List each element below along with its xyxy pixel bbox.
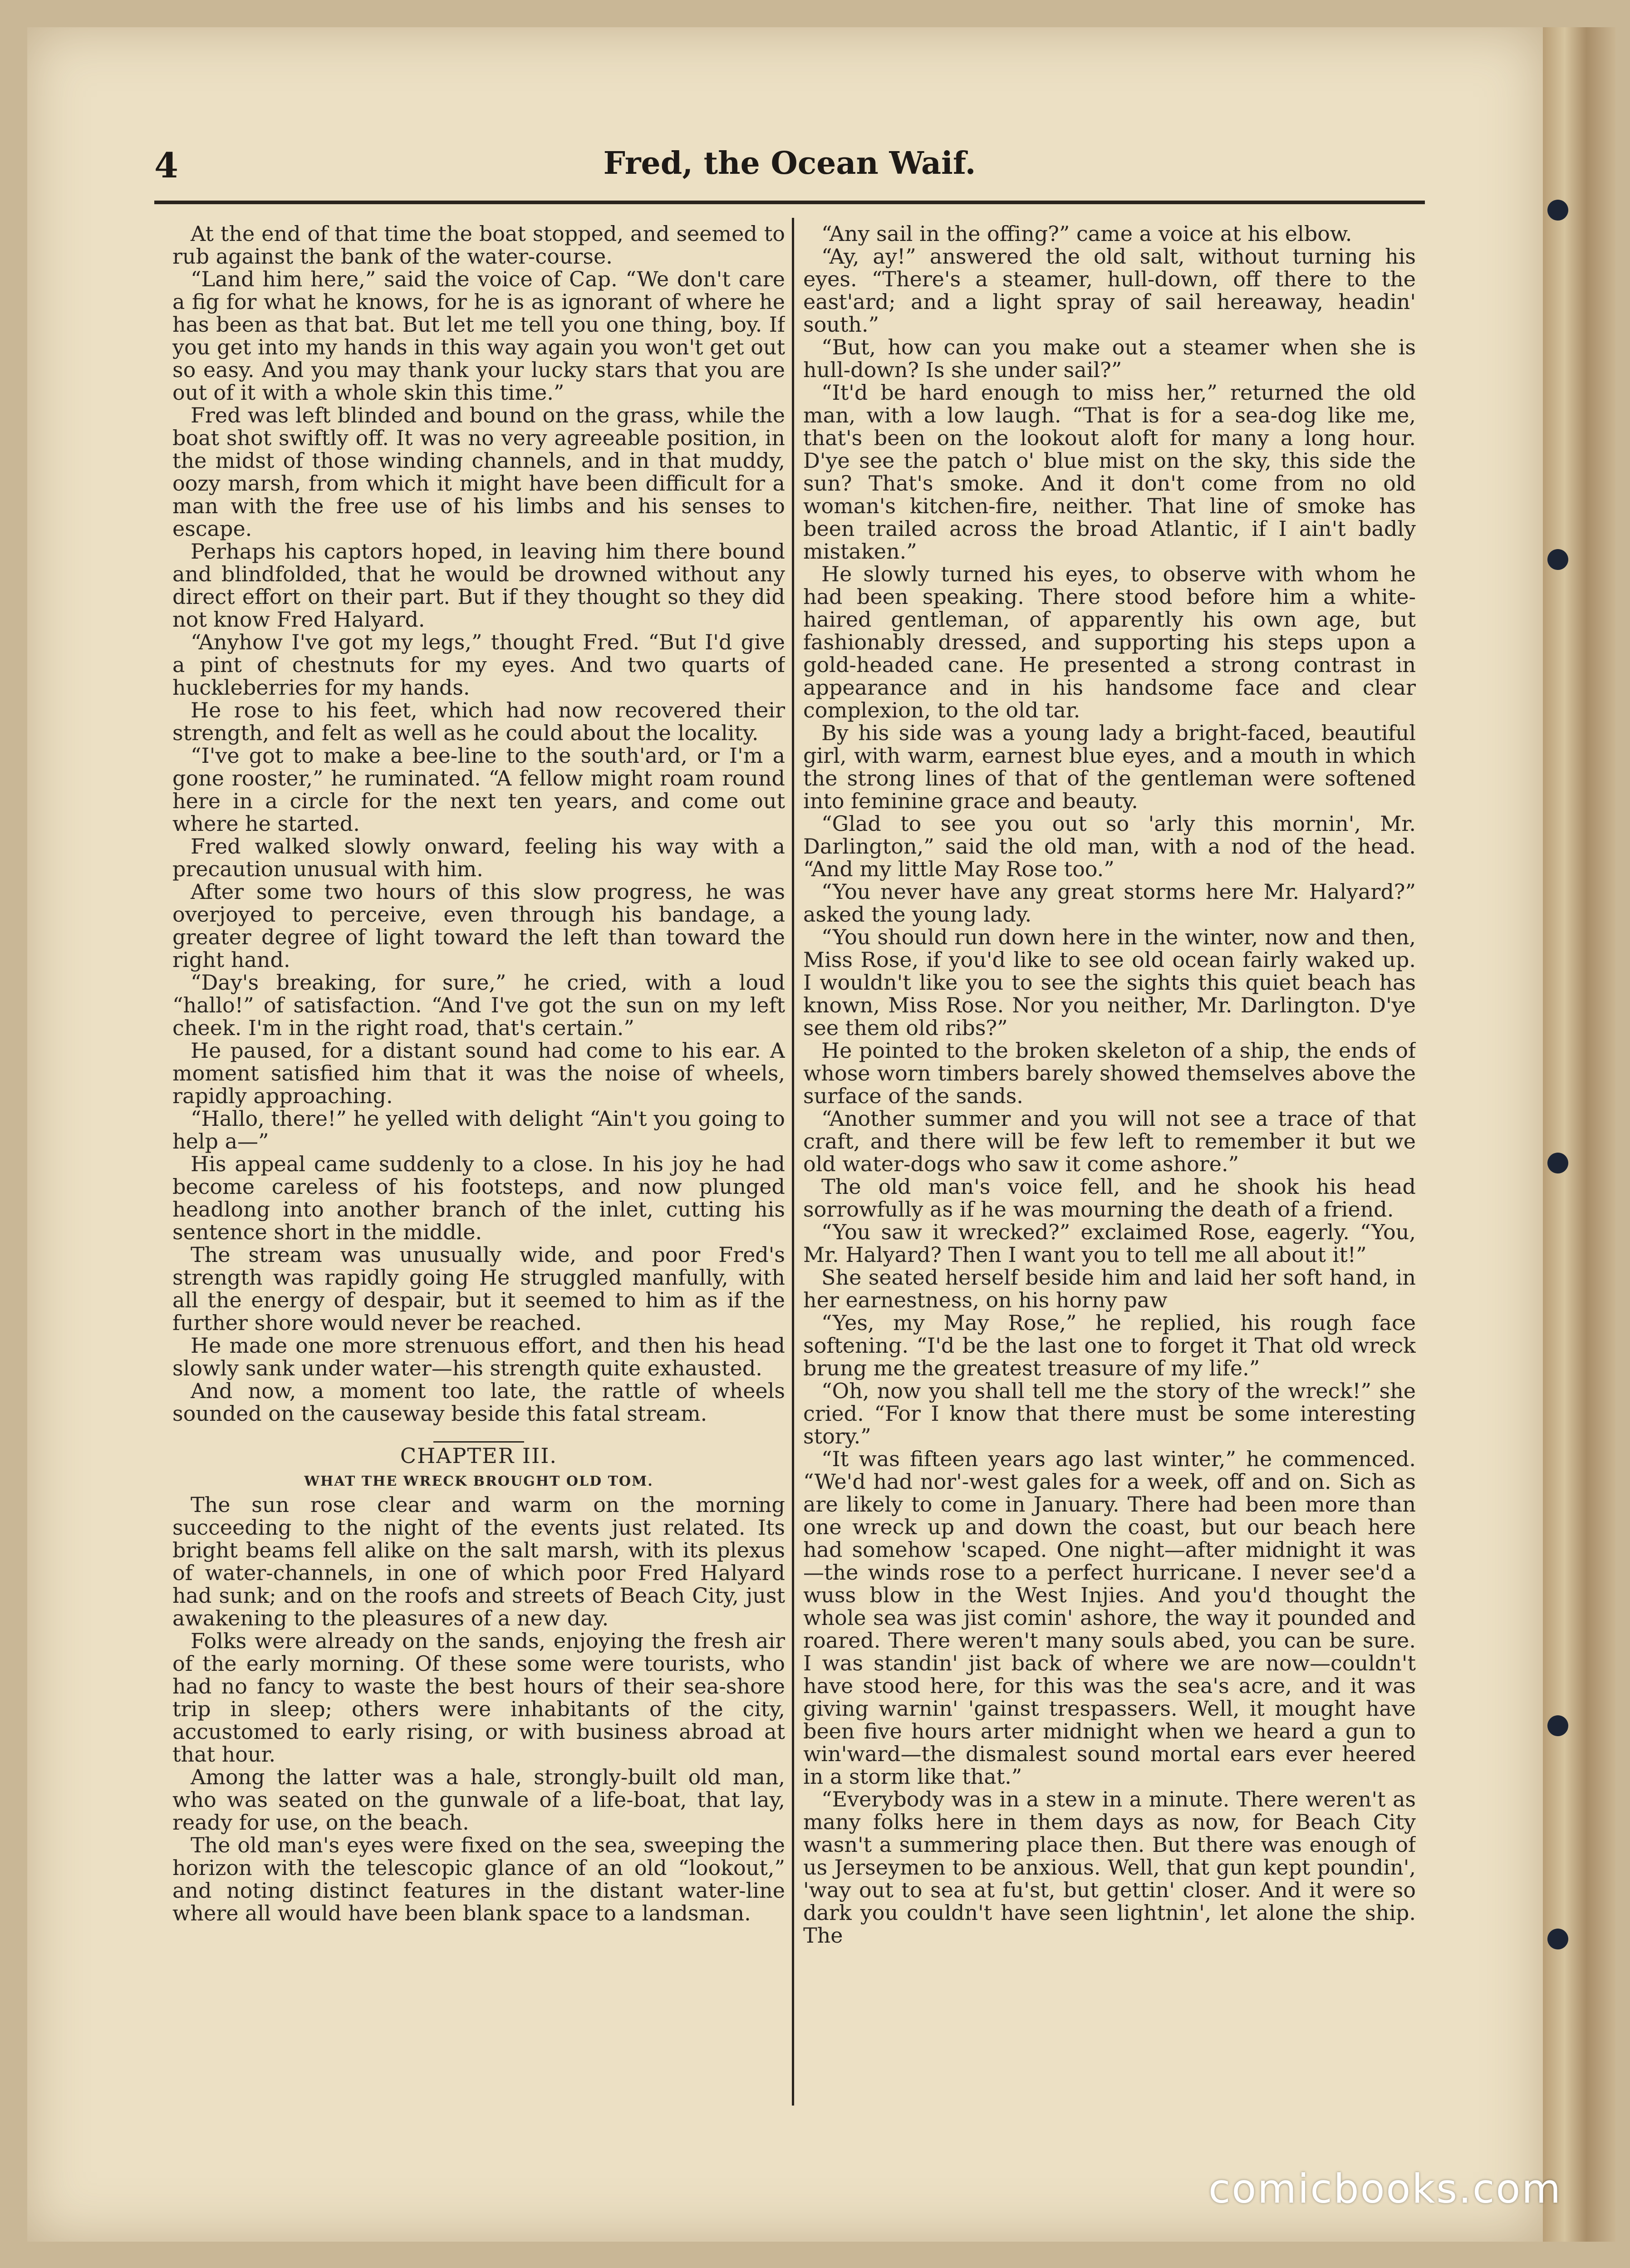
- paragraph: “I've got to make a bee-line to the south'ard, or I'm a gone rooster,” he ruminated. “A fellow might roam round here in a circle for the next ten years, and come out where he started.: [172, 743, 785, 836]
- paragraph: Folks were already on the sands, enjoying the fresh air of the early morning. Of these some were tourists, who had no fancy to waste the best hours of their sea-shore trip in sleep; others were inhabitants of the city, accustomed to early rising, or with business abroad at that hour.: [172, 1629, 785, 1767]
- paragraph: At the end of that time the boat stopped, and seemed to rub against the bank of the water-course.: [172, 222, 785, 269]
- paragraph: “Day's breaking, for sure,” he cried, with a loud “hallo!” of satisfaction. “And I've got the sun on my left cheek. I'm in the right road, that's certain.”: [172, 970, 785, 1040]
- paragraph: “Anyhow I've got my legs,” thought Fred. “But I'd give a pint of chestnuts for my eyes. And two quarts of huckleberries for my hands.: [172, 630, 785, 700]
- paragraph: “Oh, now you shall tell me the story of the wreck!” she cried. “For I know that there must be some interesting story.”: [803, 1379, 1416, 1448]
- left-column: [172, 222, 785, 2106]
- paragraph: “Hallo, there!” he yelled with delight “Ain't you going to help a—”: [172, 1106, 785, 1154]
- paragraph: She seated herself beside him and laid her soft hand, in her earnestness, on his horny paw: [803, 1265, 1416, 1312]
- watermark: comicbooks.com: [1208, 2165, 1562, 2212]
- column-rule: [792, 218, 794, 2106]
- paragraph: “You should run down here in the winter, now and then, Miss Rose, if you'd like to see old ocean fairly waked up. I wouldn't like you to see the sights this quiet beach has known, Miss Rose. Nor you neither, Mr. Darlington. D'ye see them old ribs?”: [803, 925, 1416, 1040]
- paragraph: After some two hours of this slow progress, he was overjoyed to perceive, even through his bandage, a greater degree of light toward the left than toward the right hand.: [172, 879, 785, 972]
- paragraph: He rose to his feet, which had now recovered their strength, and felt as well as he could about the locality.: [172, 698, 785, 745]
- binding-spine: [1543, 27, 1615, 2242]
- right-paragraphs: [803, 222, 1416, 1947]
- paragraph: Fred was left blinded and bound on the grass, while the boat shot swiftly off. It was no very agreeable position, in the midst of those winding channels, and in that muddy, oozy marsh, from which it might have been difficult for a man with the free use of his limbs and his senses to escape.: [172, 403, 785, 541]
- staple-hole: [1547, 1153, 1568, 1173]
- left-paragraphs-before: [172, 222, 785, 1425]
- chapter-rule: [433, 1441, 524, 1443]
- paragraph: He slowly turned his eyes, to observe with whom he had been speaking. There stood before him a white-haired gentleman, of apparently his own age, but fashionably dressed, and supporting his steps upon a gold-headed cane. He presented a strong contrast in appearance and in his handsome face and clear complexion, to the old tar.: [803, 562, 1416, 722]
- paragraph: The old man's voice fell, and he shook his head sorrowfully as if he was mourning the death of a friend.: [803, 1174, 1416, 1222]
- paragraph: Perhaps his captors hoped, in leaving him there bound and blindfolded, that he would be drowned without any direct effort on their part. But if they thought so they did not know Fred Halyard.: [172, 539, 785, 632]
- paragraph: And now, a moment too late, the rattle of wheels sounded on the causeway beside this fatal stream.: [172, 1379, 785, 1426]
- paragraph: “Everybody was in a stew in a minute. There weren't as many folks here in them days as now, for Beach City wasn't a summering place then. But there was enough of us Jerseymen to be anxious. Well, that gun kept poundin', 'way out to sea at fu'st, but gettin' closer. And it were so dark you couldn't have seen lightnin', let alone the ship. The: [803, 1787, 1416, 1948]
- staple-hole: [1547, 200, 1568, 221]
- staple-hole: [1547, 1715, 1568, 1736]
- paragraph: The sun rose clear and warm on the morning succeeding to the night of the events just related. Its bright beams fell alike on the salt marsh, with its plexus of water-channels, in one of which poor Fred Halyard had sunk; and on the roofs and streets of Beach City, just awakening to the pleasures of a new day.: [172, 1492, 785, 1630]
- paragraph: He paused, for a distant sound had come to his ear. A moment satisfied him that it was the noise of wheels, rapidly approaching.: [172, 1038, 785, 1108]
- paragraph: “Glad to see you out so 'arly this mornin', Mr. Darlington,” said the old man, with a nod of the head. “And my little May Rose too.”: [803, 811, 1416, 881]
- page-number: 4: [154, 145, 178, 186]
- paragraph: “You never have any great storms here Mr. Halyard?” asked the young lady.: [803, 879, 1416, 927]
- paragraph: “Ay, ay!” answered the old salt, without turning his eyes. “There's a steamer, hull-down, off there to the east'ard; and a light spray of sail hereaway, headin' south.”: [803, 244, 1416, 337]
- paragraph: The old man's eyes were fixed on the sea, sweeping the horizon with the telescopic glance of an old “lookout,” and noting distinct features in the distant water-line where all would have been blank space to a landsman.: [172, 1833, 785, 1925]
- paragraph: Among the latter was a hale, strongly-built old man, who was seated on the gunwale of a life-boat, that lay, ready for use, on the beach.: [172, 1765, 785, 1835]
- paragraph: “You saw it wrecked?” exclaimed Rose, eagerly. “You, Mr. Halyard? Then I want you to tell me all about it!”: [803, 1220, 1416, 1267]
- page-header: [154, 136, 1425, 200]
- paragraph: By his side was a young lady a bright-faced, beautiful girl, with warm, earnest blue eyes, and a mouth in which the strong lines of that of the gentleman were softened into feminine grace and beauty.: [803, 721, 1416, 813]
- paragraph: His appeal came suddenly to a close. In his joy he had become careless of his footsteps, and now plunged headlong into another branch of the inlet, cutting his sentence short in the middle.: [172, 1152, 785, 1244]
- paragraph: “Yes, my May Rose,” he replied, his rough face softening. “I'd be the last one to forget it That old wreck brung me the greatest treasure of my life.”: [803, 1311, 1416, 1380]
- left-paragraphs-after: [172, 1493, 785, 1924]
- paragraph: Fred walked slowly onward, feeling his way with a precaution unusual with him.: [172, 834, 785, 881]
- paragraph: “But, how can you make out a steamer when she is hull-down? Is she under sail?”: [803, 335, 1416, 382]
- chapter-heading-text: CHAPTER III.: [400, 1443, 558, 1468]
- paragraph: “It'd be hard enough to miss her,” returned the old man, with a low laugh. “That is for a sea-dog like me, that's been on the lookout aloft for many a long hour. D'ye see the patch o' blue mist on the sky, this side the sun? That's smoke. And it don't come from no old woman's kitchen-fire, neither. That line of smoke has been trailed across the broad Atlantic, if I ain't badly mistaken.”: [803, 380, 1416, 564]
- right-column: [803, 222, 1416, 2106]
- paragraph: “Another summer and you will not see a trace of that craft, and there will be few left to remember it but we old water-dogs who saw it come ashore.”: [803, 1106, 1416, 1176]
- staple-hole: [1547, 549, 1568, 570]
- running-title: Fred, the Ocean Waif.: [603, 145, 976, 182]
- header-rule: [154, 201, 1425, 204]
- paragraph: The stream was unusually wide, and poor Fred's strength was rapidly going He struggled manfully, with all the energy of despair, but it seemed to him as if the further shore would never be reached.: [172, 1242, 785, 1335]
- paragraph: He made one more strenuous effort, and then his head slowly sank under water—his strength quite exhausted.: [172, 1333, 785, 1380]
- paragraph: “It was fifteen years ago last winter,” he commenced. “We'd had nor'-west gales for a week, off and on. Sich as are likely to come in January. There had been more than one wreck up and down the coast, but our beach here had somehow 'scaped. One night—after midnight it was—the winds rose to a perfect hurricane. I never see'd a wuss blow in the West Injies. And you'd thought the whole sea was jist comin' ashore, the way it pounded and roared. There weren't many souls abed, you can be sure. I was standin' jist back of where we are now—couldn't have stood here, for this was the sea's acre, and it was giving warnin' 'gainst trespassers. Well, it mought have been five hours arter midnight when we heard a gun to win'ward—the dismalest sound mortal ears ever heered in a storm like that.”: [803, 1447, 1416, 1789]
- paragraph: He pointed to the broken skeleton of a ship, the ends of whose worn timbers barely showed themselves above the surface of the sands.: [803, 1038, 1416, 1108]
- staple-hole: [1547, 1929, 1568, 1949]
- chapter-heading: [172, 1441, 785, 1469]
- chapter-subtitle: WHAT THE WRECK BROUGHT OLD TOM.: [304, 1473, 653, 1489]
- paragraph: “Land him here,” said the voice of Cap. “We don't care a fig for what he knows, for he is as ignorant of where he has been as that bat. But let me tell you one thing, boy. If you get into my hands in this way again you won't get out so easy. And you may thank your lucky stars that you are out of it with a whole skin this time.”: [172, 267, 785, 405]
- paragraph: “Any sail in the offing?” came a voice at his elbow.: [821, 222, 1352, 246]
